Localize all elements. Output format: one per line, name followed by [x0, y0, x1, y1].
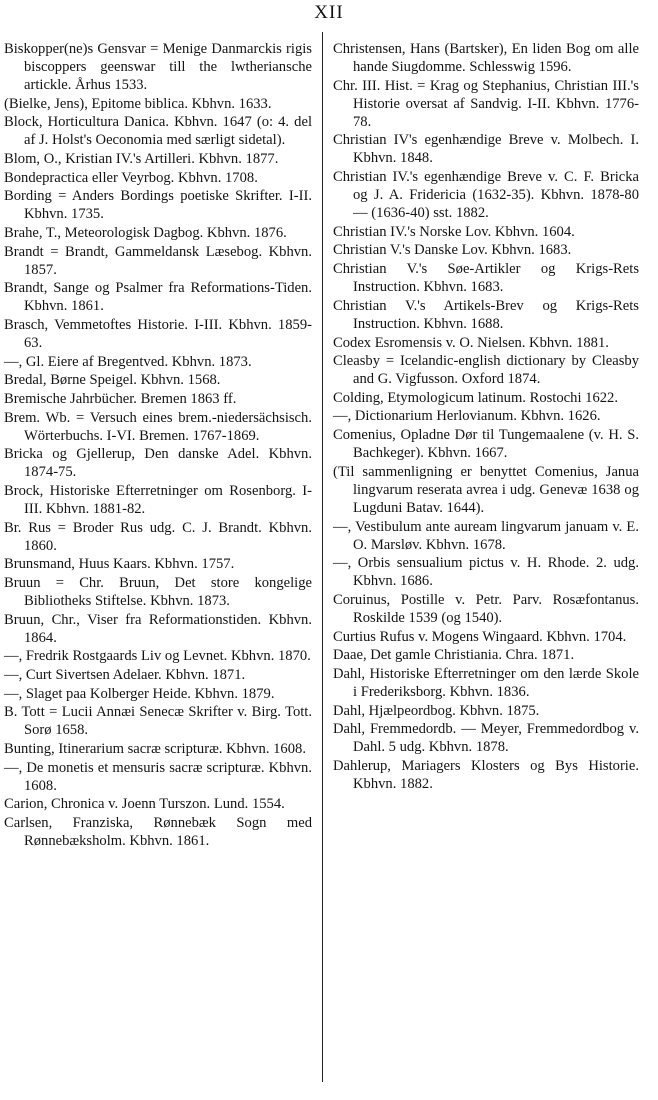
bibliography-entry: Carion, Chronica v. Joenn Turszon. Lund. 1554. [4, 796, 285, 813]
bibliography-entry: —, De monetis et mensuris sacræ scripturæ. Kbhvn. 1608. [4, 759, 312, 794]
bibliography-entry: Colding, Etymologicum latinum. Rostochi 1622. [333, 389, 618, 406]
bibliography-entry: Bruun, Chr., Viser fra Reformationstiden. Kbhvn. 1864. [4, 611, 312, 646]
bibliography-entry: Bunting, Itinerarium sacræ scripturæ. Kbhvn. 1608. [4, 741, 306, 758]
bibliography-entry: Bredal, Børne Speigel. Kbhvn. 1568. [4, 372, 221, 389]
bibliography-entry: Chr. III. Hist. = Krag og Stephanius, Christian III.'s Historie oversat af Sandvig. I-II. Kbhvn. 1776-78. [333, 77, 639, 130]
bibliography-entry: —, Slaget paa Kolberger Heide. Kbhvn. 1879. [4, 685, 275, 702]
bibliography-entry: Bremische Jahrbücher. Bremen 1863 ff. [4, 391, 237, 408]
bibliography-entry: —, Fredrik Rostgaards Liv og Levnet. Kbhvn. 1870. [4, 648, 311, 665]
bibliography-entry: Dahl, Hjælpeordbog. Kbhvn. 1875. [333, 702, 540, 719]
bibliography-entry: Dahl, Fremmedordb. — Meyer, Fremmedordbog v. Dahl. 5 udg. Kbhvn. 1878. [333, 721, 639, 756]
bibliography-entry: Christensen, Hans (Bartsker), En liden Bog om alle hande Siugdomme. Schlesswig 1596. [333, 41, 639, 76]
bibliography-entry: Brasch, Vemmetoftes Historie. I-III. Kbhvn. 1859-63. [4, 317, 312, 352]
bibliography-entry: —, Gl. Eiere af Bregentved. Kbhvn. 1873. [4, 353, 252, 370]
bibliography-entry: Brem. Wb. = Versuch eines brem.-niedersächsisch. Wörterbuchs. I-VI. Bremen. 1767-1869. [4, 409, 312, 444]
page-number: XII [314, 2, 344, 23]
bibliography-entry: Brandt = Brandt, Gammeldansk Læsebog. Kbhvn. 1857. [4, 243, 312, 278]
bibliography-entry: —, Orbis sensualium pictus v. H. Rhode. 2. udg. Kbhvn. 1686. [333, 555, 639, 590]
bibliography-entry: Bondepractica eller Veyrbog. Kbhvn. 1708. [4, 169, 258, 186]
left-column [4, 40, 312, 851]
bibliography-entry: Christian V.'s Artikels-Brev og Krigs-Rets Instruction. Kbhvn. 1688. [333, 297, 639, 332]
bibliography-entry: Bording = Anders Bordings poetiske Skrifter. I-II. Kbhvn. 1735. [4, 188, 312, 223]
bibliography-entry: (Til sammenligning er benyttet Comenius, Janua lingvarum reserata avrea i udg. Genevæ 1638 og Lugduni Batav. 1644). [333, 463, 639, 516]
bibliography-entry: Comenius, Opladne Dør til Tungemaalene (v. H. S. Bachkeger). Kbhvn. 1667. [333, 427, 639, 462]
bibliography-entry: Blom, O., Kristian IV.'s Artilleri. Kbhvn. 1877. [4, 151, 279, 168]
bibliography-entry: Curtius Rufus v. Mogens Wingaard. Kbhvn. 1704. [333, 628, 627, 645]
bibliography-entry: Brandt, Sange og Psalmer fra Reformations-Tiden. Kbhvn. 1861. [4, 280, 312, 315]
bibliography-entry: B. Tott = Lucii Annæi Senecæ Skrifter v. Birg. Tott. Sorø 1658. [4, 704, 312, 739]
bibliography-entry: —, Curt Sivertsen Adelaer. Kbhvn. 1871. [4, 667, 246, 684]
bibliography-entry: Christian V.'s Danske Lov. Kbhvn. 1683. [333, 242, 572, 259]
bibliography-entry: —, Dictionarium Herlovianum. Kbhvn. 1626. [333, 408, 601, 425]
bibliography-entry: (Bielke, Jens), Epitome biblica. Kbhvn. 1633. [4, 95, 272, 112]
bibliography-entry: Bricka og Gjellerup, Den danske Adel. Kbhvn. 1874-75. [4, 446, 312, 481]
bibliography-entry: Christian IV.'s Norske Lov. Kbhvn. 1604. [333, 223, 575, 240]
bibliography-entry: Bruun = Chr. Bruun, Det store kongelige Bibliotheks Stiftelse. Kbhvn. 1873. [4, 575, 312, 610]
bibliography-entry: Cleasby = Icelandic-english dictionary by Cleasby and G. Vigfusson. Oxford 1874. [333, 353, 639, 388]
bibliography-entry: Brunsmand, Huus Kaars. Kbhvn. 1757. [4, 556, 235, 573]
bibliography-entry: Christian IV.'s egenhændige Breve v. C. F. Bricka og J. A. Fridericia (1632-35). Kbhvn. 1878-80 — (1636-40) sst. 1882. [333, 169, 639, 222]
bibliography-entry: Block, Horticultura Danica. Kbhvn. 1647 (o: 4. del af J. Holst's Oeconomia med særligt sidetal). [4, 114, 312, 149]
bibliography-entry: Daae, Det gamle Christiania. Chra. 1871. [333, 647, 575, 664]
bibliography-entry: Codex Esromensis v. O. Nielsen. Kbhvn. 1881. [333, 334, 609, 351]
right-column [333, 40, 639, 794]
bibliography-entry: Dahlerup, Mariagers Klosters og Bys Historie. Kbhvn. 1882. [333, 757, 639, 792]
bibliography-entry: Dahl, Historiske Efterretninger om den lærde Skole i Frederiksborg. Kbhvn. 1836. [333, 665, 639, 700]
bibliography-entry: —, Vestibulum ante auream lingvarum januam v. E. O. Marsløv. Kbhvn. 1678. [333, 518, 639, 553]
bibliography-entry: Brock, Historiske Efterretninger om Rosenborg. I-III. Kbhvn. 1881-82. [4, 483, 312, 518]
bibliography-entry: Carlsen, Franziska, Rønnebæk Sogn med Rønnebæksholm. Kbhvn. 1861. [4, 815, 312, 850]
bibliography-entry: Brahe, T., Meteorologisk Dagbog. Kbhvn. 1876. [4, 225, 287, 242]
bibliography-entry: Christian V.'s Søe-Artikler og Krigs-Rets Instruction. Kbhvn. 1683. [333, 261, 639, 296]
bibliography-entry: Biskopper(ne)s Gensvar = Menige Danmarckis rigis biscoppers geenswar till the lwtheriansche artickle. Århus 1533. [4, 41, 312, 94]
column-divider [322, 32, 323, 1082]
bibliography-entry: Coruinus, Postille v. Petr. Parv. Rosæfontanus. Roskilde 1539 (og 1540). [333, 591, 639, 626]
bibliography-entry: Br. Rus = Broder Rus udg. C. J. Brandt. Kbhvn. 1860. [4, 519, 312, 554]
bibliography-entry: Christian IV's egenhændige Breve v. Molbech. I. Kbhvn. 1848. [333, 132, 639, 167]
